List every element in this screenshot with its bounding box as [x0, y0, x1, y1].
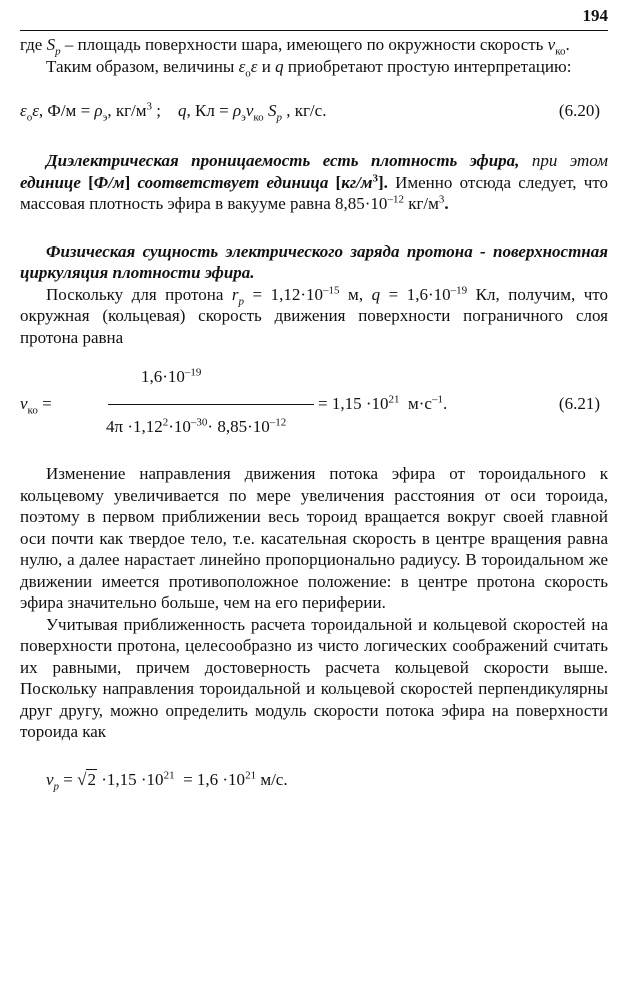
bold-italic-text: кг/м	[341, 172, 373, 192]
equation-body	[20, 100, 326, 122]
bold-italic-text: Ф/м	[93, 172, 125, 192]
math-symbol: ε	[32, 101, 39, 120]
text: Таким образом, величины	[46, 56, 239, 76]
text: и	[257, 56, 276, 76]
text: = 1,15 ·10	[318, 394, 389, 413]
math-symbol: ρ	[232, 101, 242, 120]
paragraph-interpretation	[20, 56, 608, 78]
math-symbol: ρ	[94, 101, 103, 120]
superscript: –19	[450, 283, 468, 296]
superscript: 3	[372, 171, 378, 184]
equation-result	[318, 393, 447, 415]
text: Кл, получим, что окружная (кольцевая) скорость движения поверхности пограничного слоя протона равна	[20, 284, 609, 347]
text: кг/м	[403, 194, 439, 213]
fraction-denominator	[106, 416, 286, 438]
equation-body	[46, 769, 288, 791]
text: , кг/с.	[281, 101, 327, 120]
paragraph-charge-heading	[20, 241, 608, 284]
superscript: 21	[388, 393, 400, 406]
subscript: p	[238, 294, 245, 307]
text: , Ф/м =	[38, 101, 95, 120]
text: = 1,12·10	[244, 284, 324, 304]
text: ·1,15 ·10	[96, 769, 164, 789]
text: приобретают простую интерпретацию:	[283, 56, 572, 76]
text: , кг/м	[107, 101, 147, 120]
text: 1,6·10	[141, 367, 185, 386]
paragraph-proton	[20, 284, 608, 349]
superscript: 3	[146, 100, 153, 113]
subscript: э	[241, 111, 246, 124]
italic-text: при этом	[519, 151, 608, 170]
text: =	[59, 769, 78, 789]
sqrt-sign: √	[77, 769, 87, 789]
subscript: э	[102, 111, 108, 124]
equation-6-20	[20, 100, 608, 124]
math-symbol: S	[46, 35, 56, 54]
math-symbol: v	[46, 769, 54, 789]
subscript: p	[53, 779, 60, 792]
subscript: о	[245, 66, 251, 79]
text: ;	[152, 101, 179, 120]
bold-italic-text: Физическая сущность электрического заряда протона - поверхностная циркуляция плотности эфира.	[20, 241, 608, 282]
math-symbol: ε	[20, 101, 27, 120]
equation-lhs	[20, 393, 52, 415]
superscript: 3	[438, 193, 445, 206]
subscript: ко	[27, 404, 38, 417]
superscript: –15	[323, 283, 340, 296]
math-symbol: q	[371, 284, 381, 304]
math-symbol: v	[245, 101, 254, 120]
subscript: о	[26, 111, 33, 124]
paragraph-toroid-rotation: Изменение направления движения потока эфира от тороидального к кольцевому увеличивается по мере увеличения расстояния от оси тороида, поэтому в первом приближении весь тороид вращается вокруг своей главной оси почти как твердое тело, т.е. касательная скорость в центре вращения равна нулю, а далее нарастает линейно пропорционально радиусу. В тороидальном же движении имеется противоположное положение: в центре протона скорость эфира значительно больше, чем на его периферии.	[20, 464, 608, 612]
math-symbol: ε	[238, 56, 246, 76]
superscript: –1	[431, 393, 443, 406]
text: м/с.	[256, 769, 288, 789]
text: = 1,6·10	[380, 284, 451, 304]
paragraph-velocity-modulus: Учитывая приближенность расчета тороидальной и кольцевой скоростей на поверхности протона, целесообразно из чисто логических соображений считать их равными, причем достоверность расчета кольцевой скорости выше. Поскольку направления тороидальной и кольцевой скоростей перпендикулярны друг другу, можно определить модуль скорости потока эфира на поверхности тороида как	[20, 614, 608, 741]
text: .	[442, 394, 448, 413]
text: = 1,6 ·10	[174, 769, 246, 789]
math-symbol: v	[20, 394, 28, 413]
equation-6-21	[20, 366, 608, 440]
page-content	[20, 34, 608, 793]
bold-text: ]	[124, 172, 131, 192]
superscript: –19	[184, 366, 202, 379]
superscript: –12	[269, 416, 287, 429]
math-symbol: v	[547, 35, 556, 54]
math-symbol: r	[231, 284, 239, 304]
text: – площадь поверхности шара, имеющего по окружности скорость	[60, 35, 548, 54]
text: м·с	[399, 394, 432, 413]
superscript: –30	[190, 416, 208, 429]
text: Поскольку для протона	[46, 284, 232, 304]
text: · 8,85·10	[207, 417, 270, 436]
superscript: 21	[245, 768, 257, 781]
superscript: 21	[163, 768, 175, 781]
text: где	[20, 35, 47, 54]
bold-italic-text: соответствует единица	[130, 172, 336, 192]
subscript: p	[276, 111, 282, 124]
math-symbol: S	[263, 101, 277, 120]
equation-number: (6.20)	[558, 101, 600, 120]
fraction-numerator	[141, 366, 201, 388]
bold-italic-text: единице	[20, 172, 89, 192]
bold-text: [	[335, 172, 342, 192]
subscript: ко	[253, 111, 264, 124]
paragraph-sp-definition	[20, 34, 608, 56]
equation-number: (6.21)	[558, 394, 600, 413]
math-symbol: q	[275, 56, 284, 76]
fraction-bar	[108, 404, 314, 405]
text: , Кл =	[186, 101, 233, 120]
bold-italic-text: Диэлектрическая проницаемость есть плотность эфира,	[46, 151, 520, 170]
text: 4π ·1,12	[106, 417, 163, 436]
superscript: –12	[387, 193, 404, 206]
math-symbol: ε	[250, 56, 258, 76]
text: .	[444, 194, 449, 213]
text: .	[565, 35, 570, 54]
sqrt-argument: 2	[87, 769, 96, 789]
page-number: 194	[582, 6, 608, 25]
bold-text: [	[88, 172, 94, 192]
subscript: p	[55, 45, 61, 58]
subscript: ко	[555, 45, 566, 58]
bold-text: ].	[377, 172, 388, 192]
text: ·10	[168, 417, 191, 436]
text: м,	[339, 284, 372, 304]
equation-surface-velocity	[20, 769, 608, 793]
paragraph-dielectric	[20, 150, 608, 215]
header-rule	[20, 30, 608, 31]
text: Именно отсюда следует, что массовая плотность эфира в вакууме равна 8,85·10	[20, 172, 608, 213]
text: =	[37, 394, 52, 413]
superscript: 2	[162, 416, 169, 429]
math-symbol: q	[178, 101, 187, 120]
